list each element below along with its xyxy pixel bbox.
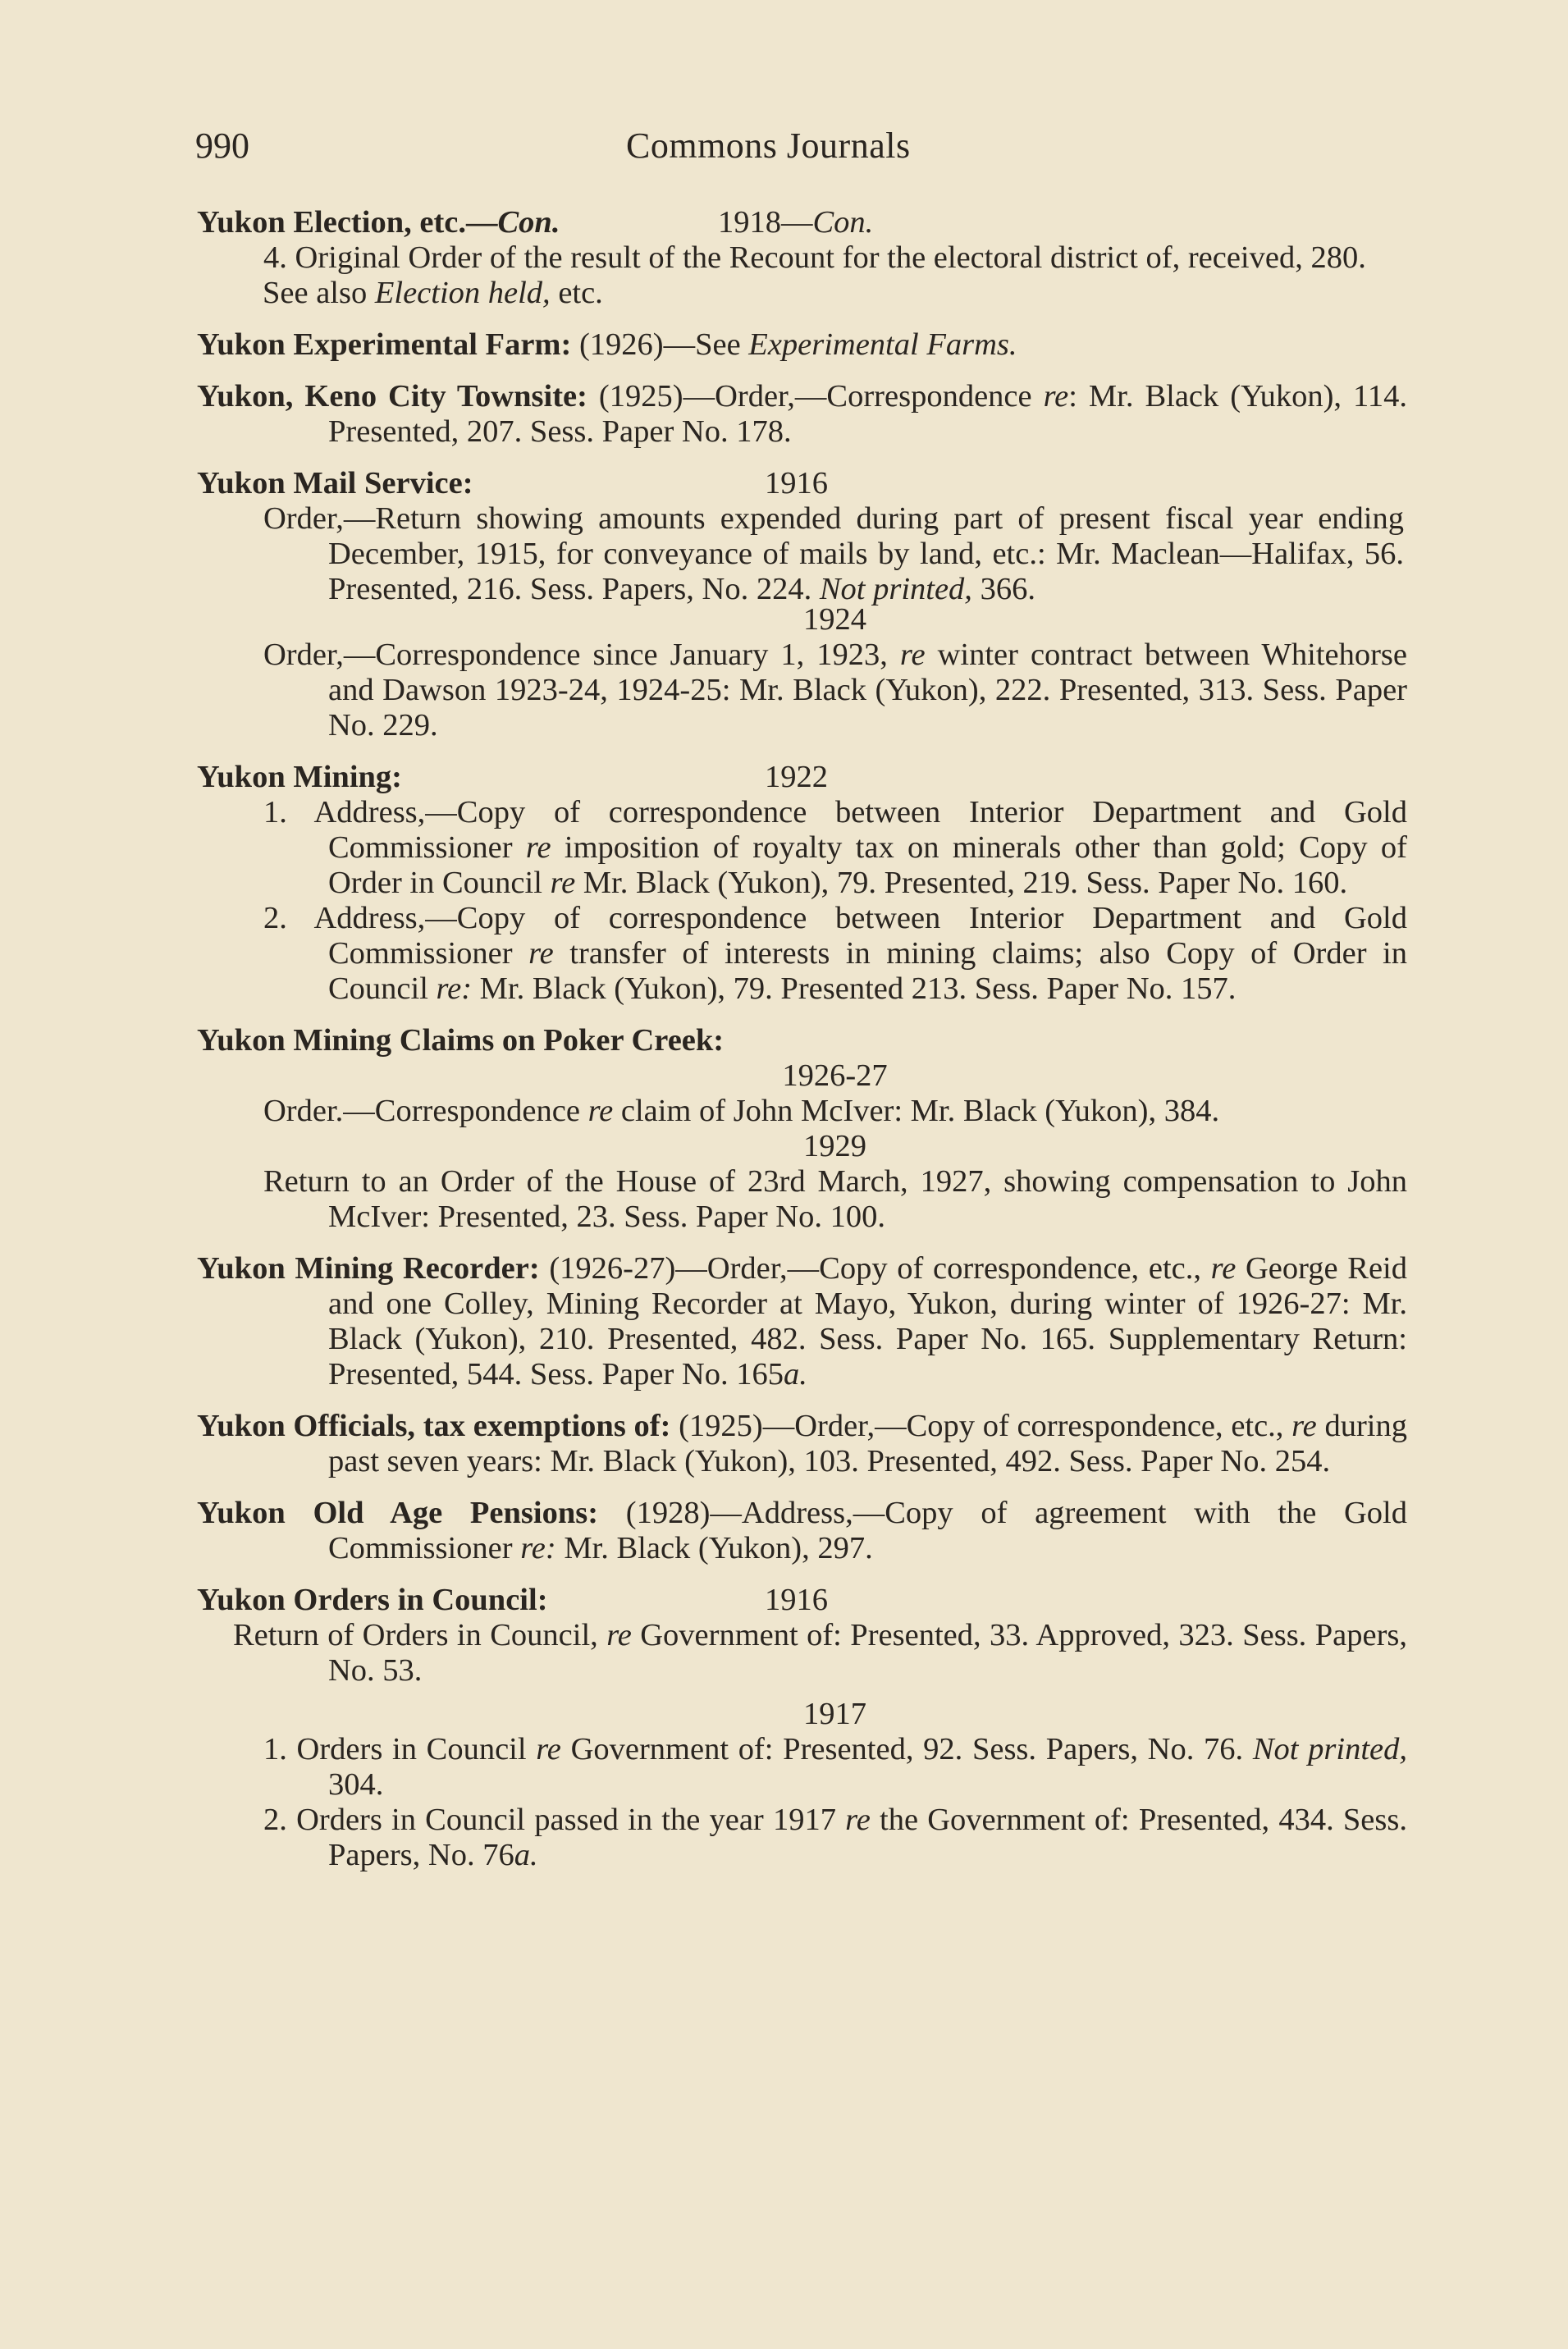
list-item: 4. Original Order of the result of the Recount for the electoral district of, received, 280. — [263, 240, 1366, 275]
year-label: 1922 — [765, 760, 828, 794]
page-number: 990 — [195, 126, 249, 166]
entry-mining — [197, 760, 1407, 795]
entry-heading: Yukon Old Age Pensions: — [197, 1496, 599, 1530]
entry-heading: Yukon Election, etc.— — [197, 205, 498, 240]
year-label: 1916 — [765, 1583, 828, 1617]
entry-heading: Yukon Officials, tax exemptions of: — [197, 1409, 671, 1443]
paragraph: Return to an Order of the House of 23rd March, 1927, showing compensation to John McIver: Presented, 23. Sess. Paper No. 100. — [263, 1164, 1407, 1234]
entry-heading: Yukon, Keno City Townsite: — [197, 379, 587, 414]
entry-yukon-election — [197, 205, 1407, 240]
list-item: 1. Orders in Council re Government of: Presented, 92. Sess. Papers, No. 76. Not printed, 304. — [263, 1732, 1407, 1802]
paragraph: Order.—Correspondence re claim of John McIver: Mr. Black (Yukon), 384. — [263, 1094, 1220, 1128]
entry-heading: Yukon Mail Service: — [197, 466, 473, 500]
entry-heading-con: Con. — [497, 205, 560, 240]
year-label: 1926-27 — [782, 1058, 888, 1093]
entry-heading: Yukon Mining Recorder: — [197, 1251, 540, 1286]
entry-experimental-farm: Yukon Experimental Farm: (1926)—See Experimental Farms. — [197, 327, 1017, 362]
paragraph: Return of Orders in Council, re Government of: Presented, 33. Approved, 323. Sess. Papers, No. 53. — [233, 1618, 1407, 1688]
running-title: Commons Journals — [626, 126, 911, 166]
entry-orders-in-council — [197, 1583, 1407, 1618]
year-label: 1917 — [803, 1697, 866, 1731]
paragraph: Order,—Return showing amounts expended during part of present fiscal year ending December, 1915, for conveyance of mails by land, etc.: Mr. Maclean—Halifax, 56. Presented, 216. Sess. Papers, No. 224. Not printed, 366. — [263, 501, 1404, 606]
entry-heading: Yukon Mining Claims on Poker Creek: — [197, 1023, 725, 1058]
entry-officials: Yukon Officials, tax exemptions of: (1925)—Order,—Copy of correspondence, etc., re during past seven years: Mr. Black (Yukon), 103. Presented, 492. Sess. Paper No. 254. — [197, 1409, 1407, 1478]
year-label: 1929 — [803, 1129, 866, 1163]
year-label: 1924 — [803, 602, 866, 637]
entry-old-age-pensions: Yukon Old Age Pensions: (1928)—Address,—Copy of agreement with the Gold Commissioner re: Mr. Black (Yukon), 297. — [197, 1496, 1407, 1565]
entry-mining-recorder: Yukon Mining Recorder: (1926-27)—Order,—Copy of correspondence, etc., re George Reid and one Colley, Mining Recorder at Mayo, Yukon, during winter of 1926-27: Mr. Black (Yukon), 210. Presented, 482. Sess. Paper No. 165. Supplementary Return: Presented, 544. Sess. Paper No. 165a. — [197, 1251, 1407, 1392]
list-item: 2. Address,—Copy of correspondence between Interior Department and Gold Commissioner re transfer of interests in mining claims; also Copy of Order in Council re: Mr. Black (Yukon), 79. Presented 213. Sess. Paper No. 157. — [263, 901, 1408, 1006]
list-item: 1. Address,—Copy of correspondence between Interior Department and Gold Commissioner re imposition of royalty tax on minerals other than gold; Copy of Order in Council re Mr. Black (Yukon), 79. Presented, 219. Sess. Paper No. 160. — [263, 795, 1407, 900]
entry-mail-service — [197, 466, 1407, 501]
year-label: 1916 — [765, 466, 828, 500]
entry-heading: Yukon Experimental Farm: — [197, 327, 572, 362]
paragraph: Order,—Correspondence since January 1, 1923, re winter contract between Whitehorse and Dawson 1923-24, 1924-25: Mr. Black (Yukon), 222. Presented, 313. Sess. Paper No. 229. — [263, 638, 1407, 743]
list-item: 2. Orders in Council passed in the year 1917 re the Government of: Presented, 434. Sess. Papers, No. 76a. — [263, 1803, 1407, 1872]
year-label: 1918—Con. — [718, 205, 874, 240]
entry-heading: Yukon Orders in Council: — [197, 1583, 548, 1617]
entry-keno-city: Yukon, Keno City Townsite: (1925)—Order,—Correspondence re: Mr. Black (Yukon), 114. Presented, 207. Sess. Paper No. 178. — [197, 379, 1407, 449]
entry-heading: Yukon Mining: — [197, 760, 403, 794]
see-also: See also Election held, etc. — [263, 276, 603, 310]
index-content — [197, 205, 1407, 1873]
